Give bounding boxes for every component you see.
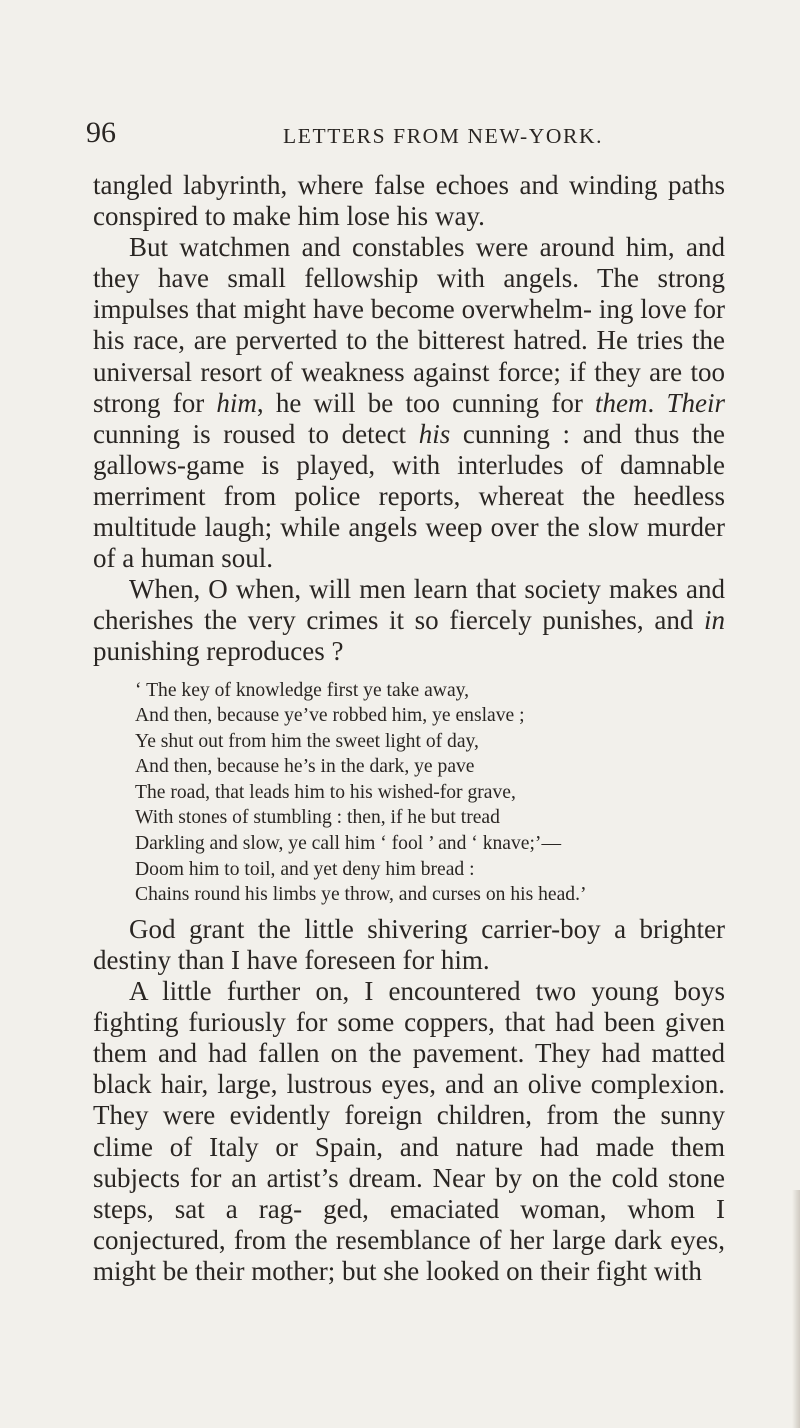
text-run: , he will be too cunning for bbox=[256, 387, 596, 418]
text-run: punishing reproduces ? bbox=[93, 636, 344, 667]
body-text bbox=[93, 170, 725, 1287]
page-edge-shadow bbox=[792, 1190, 800, 1428]
paragraph-2 bbox=[93, 232, 725, 574]
paragraph-3 bbox=[93, 574, 725, 667]
text-run: . bbox=[647, 387, 667, 418]
poem-line: ‘ The key of knowledge first ye take away, bbox=[135, 679, 470, 701]
italic-run: him bbox=[216, 387, 257, 418]
text-run: cunning : and thus the gallows-game is played, with interludes of damnable merriment from police reports, whereat the heedless multitude laugh; while angels weep over the slow murder of a human soul. bbox=[93, 418, 726, 574]
poem-line: Doom him to toil, and yet deny him bread : bbox=[135, 858, 475, 880]
italic-run: Their bbox=[666, 387, 726, 418]
page-number: 96 bbox=[86, 116, 116, 149]
paragraph-4: God grant the little shivering carrier-boy a brighter destiny than I have foreseen for him. bbox=[93, 913, 725, 975]
poem-quote bbox=[135, 678, 725, 908]
text-run: cunning is roused to detect bbox=[93, 418, 419, 449]
poem-line: Chains round his limbs ye throw, and curses on his head.’ bbox=[135, 884, 587, 906]
paragraph-1: tangled labyrinth, where false echoes and winding paths conspired to make him lose his way. bbox=[93, 170, 725, 232]
poem-line: Ye shut out from him the sweet light of day, bbox=[135, 730, 479, 752]
poem-line: The road, that leads him to his wished-for grave, bbox=[135, 781, 516, 803]
running-title: LETTERS FROM NEW-YORK. bbox=[283, 124, 604, 148]
poem-line: And then, because he’s in the dark, ye pave bbox=[135, 756, 475, 778]
text-run: When, O when, will men learn that society makes and cherishes the very crimes it so fiercely punishes, and bbox=[93, 574, 725, 636]
paragraph-5: A little further on, I encountered two young boys fighting furiously for some coppers, that had been given them and had fallen on the pavement. They had matted black hair, large, lustrous eyes, and an olive complexion. They were evidently foreign children, from the sunny clime of Italy or Spain, and nature had made them subjects for an artist’s dream. Near by on the cold stone steps, sat a rag- ged, emaciated woman, whom I conjectured, from the resemblance of her large dark eyes, might be their mother; but she looked on their fight with bbox=[93, 976, 725, 1286]
italic-run: them bbox=[595, 387, 648, 418]
italic-run: in bbox=[703, 605, 725, 636]
poem-line: With stones of stumbling : then, if he but tread bbox=[135, 807, 500, 829]
poem-line: Darkling and slow, ye call him ‘ fool ’ and ‘ knave;’— bbox=[135, 833, 562, 855]
poem-line: And then, because ye’ve robbed him, ye enslave ; bbox=[135, 705, 525, 727]
text-run: But watchmen and constables were around him, and they have small fellowship with angels. The strong impulses that might have become overwhelm- ing love for his race, are perverted to the bitterest hatred. He tries the universal resort of weakness against force; if they are too strong for bbox=[93, 232, 725, 418]
page-header bbox=[86, 116, 726, 156]
italic-run: his bbox=[418, 418, 451, 449]
